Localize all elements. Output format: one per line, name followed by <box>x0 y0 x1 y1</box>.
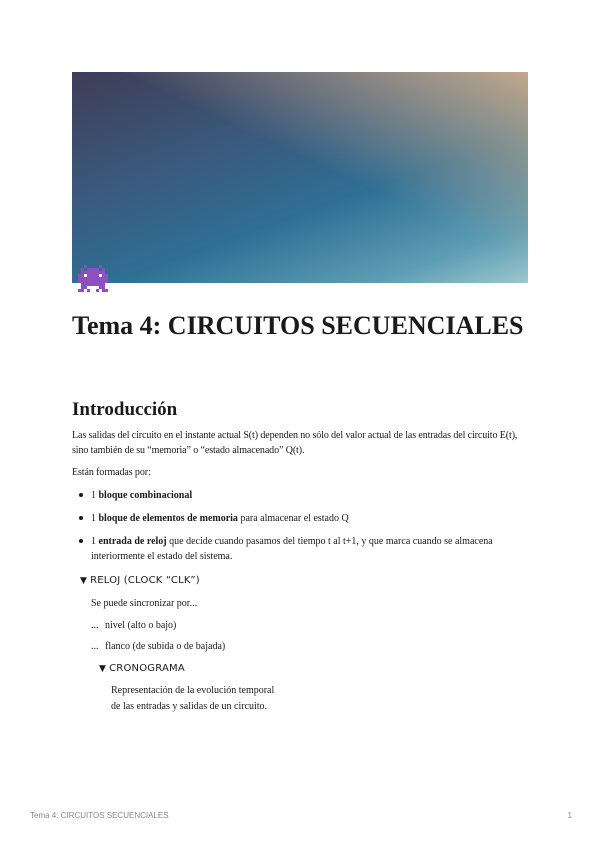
cover-image <box>72 72 528 283</box>
page-title: Tema 4: CIRCUITOS SECUENCIALES <box>72 311 524 340</box>
list-item: 1 entrada de reloj que decide cuando pasamos del tiempo t al t+1, y que marca cuando se almacena interiormente el estado del sistema. <box>72 534 522 564</box>
footer-title: Tema 4: CIRCUITOS SECUENCIALES <box>30 811 169 820</box>
list-item: ... nivel (alto o bajo) <box>91 620 177 631</box>
intro-paragraph: Las salidas del circuito en el instante actual S(t) dependen no sólo del valor actual de las entradas del circuito E(t), sino también de su “memoria” o “estado almacenado” Q(t). <box>72 430 518 456</box>
list-item: 1 bloque de elementos de memoria para almacenar el estado Q <box>72 511 522 526</box>
list-item: ... flanco (de subida o de bajada) <box>91 641 226 652</box>
alien-monster-icon <box>75 262 111 298</box>
section-heading-introduccion: Introducción <box>72 399 178 420</box>
list-item: 1 bloque combinacional <box>72 488 522 503</box>
cronograma-text-line-2: de las entradas y salidas de un circuito. <box>111 701 268 712</box>
cronograma-text-line-1: Representación de la evolución temporal <box>111 685 275 696</box>
toggle-reloj-intro: Se puede sincronizar por... <box>91 598 198 609</box>
triangle-down-icon: ▼ <box>99 664 107 674</box>
toggle-reloj[interactable] <box>80 573 200 589</box>
toggle-label: RELOJ (CLOCK “CLK”) <box>90 575 200 586</box>
toggle-label: CRONOGRAMA <box>109 663 185 674</box>
triangle-down-icon: ▼ <box>80 576 88 586</box>
formed-by-text: Están formadas por: <box>72 467 151 478</box>
toggle-cronograma[interactable] <box>99 661 185 677</box>
page-number: 1 <box>567 811 572 820</box>
